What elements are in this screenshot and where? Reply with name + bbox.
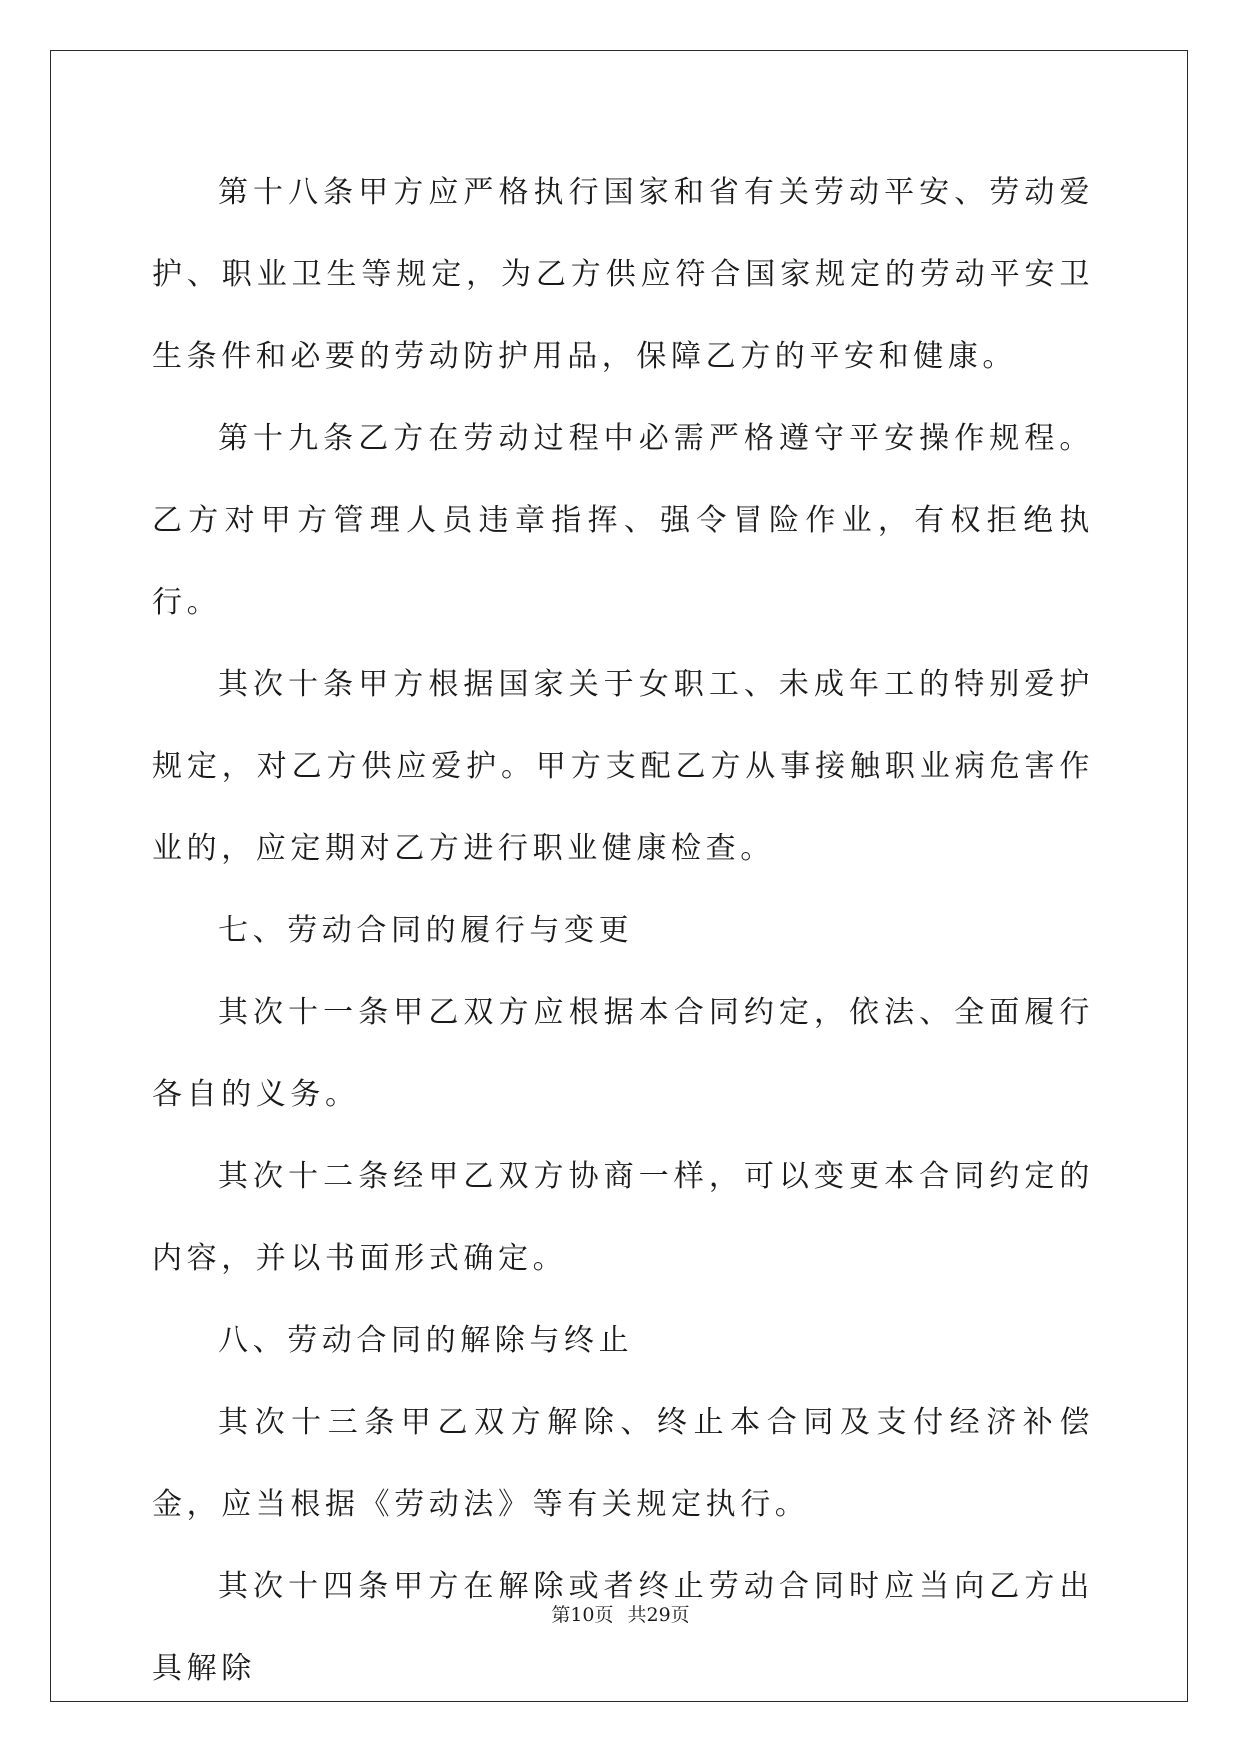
section-heading-7: 七、劳动合同的履行与变更 xyxy=(218,913,634,948)
clause-19: 第十九条乙方在劳动过程中必需严格遵守平安操作规程。乙方对甲方管理人员违章指挥、强令冒险作业，有权拒绝执行。 xyxy=(152,421,1094,620)
document-body xyxy=(152,152,1094,1710)
section-heading-8: 八、劳动合同的解除与终止 xyxy=(218,1323,634,1358)
clause-21: 其次十一条甲乙双方应根据本合同约定，依法、全面履行各自的义务。 xyxy=(152,995,1094,1112)
clause-24: 其次十四条甲方在解除或者终止劳动合同时应当向乙方出具解除 xyxy=(152,1569,1094,1686)
clause-20: 其次十条甲方根据国家关于女职工、未成年工的特别爱护规定，对乙方供应爱护。甲方支配乙方从事接触职业病危害作业的，应定期对乙方进行职业健康检查。 xyxy=(152,667,1094,866)
page-footer xyxy=(0,1600,1241,1627)
clause-18: 第十八条甲方应严格执行国家和省有关劳动平安、劳动爱护、职业卫生等规定，为乙方供应符合国家规定的劳动平安卫生条件和必要的劳动防护用品，保障乙方的平安和健康。 xyxy=(152,175,1094,374)
clause-22: 其次十二条经甲乙双方协商一样，可以变更本合同约定的内容，并以书面形式确定。 xyxy=(152,1159,1094,1276)
page-total: 共29页 xyxy=(627,1604,690,1626)
page-number: 第10页 xyxy=(551,1604,614,1626)
clause-23: 其次十三条甲乙双方解除、终止本合同及支付经济补偿金，应当根据《劳动法》等有关规定执行。 xyxy=(152,1405,1094,1522)
